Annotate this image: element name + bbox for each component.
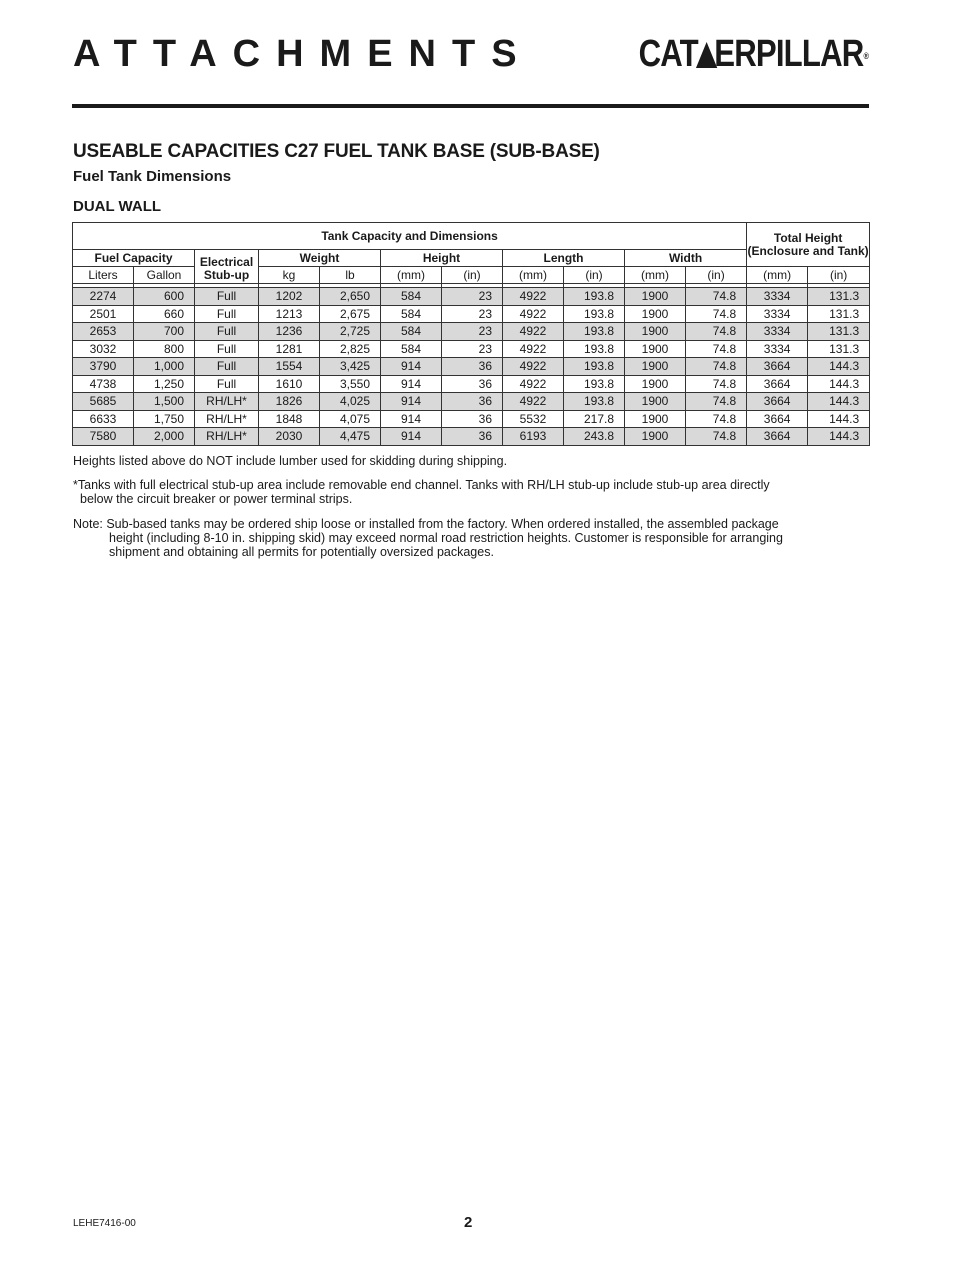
cell-kg: 1213	[259, 305, 320, 323]
cell-liters: 4738	[73, 375, 134, 393]
cell-liters: 3032	[73, 340, 134, 358]
cell-total-mm: 3664	[747, 375, 808, 393]
cell-height-in: 23	[442, 323, 503, 341]
cell-liters: 2653	[73, 323, 134, 341]
note-shipping-line-1: Note: Sub-based tanks may be ordered ship loose or installed from the factory. When ordered installed, the assembled package	[73, 517, 779, 531]
cell-width-in: 74.8	[686, 288, 747, 306]
cell-length-in: 193.8	[564, 305, 625, 323]
cell-width-mm: 1900	[625, 375, 686, 393]
cell-kg: 1826	[259, 393, 320, 411]
cell-height-mm: 914	[381, 375, 442, 393]
capacity-table	[72, 222, 870, 446]
cell-length-mm: 4922	[503, 323, 564, 341]
table-row	[73, 340, 870, 358]
unit-lb: lb	[320, 267, 381, 284]
cell-height-in: 36	[442, 393, 503, 411]
note-shipping	[73, 517, 863, 559]
cell-kg: 1610	[259, 375, 320, 393]
cell-length-mm: 4922	[503, 288, 564, 306]
cell-liters: 3790	[73, 358, 134, 376]
cell-height-in: 36	[442, 410, 503, 428]
cell-height-mm: 584	[381, 305, 442, 323]
cell-kg: 1202	[259, 288, 320, 306]
cell-length-mm: 4922	[503, 305, 564, 323]
weight-header: Weight	[259, 250, 381, 267]
cell-kg: 1554	[259, 358, 320, 376]
cell-width-in: 74.8	[686, 428, 747, 446]
cell-height-mm: 914	[381, 393, 442, 411]
cell-lb: 4,025	[320, 393, 381, 411]
cell-total-in: 144.3	[808, 393, 870, 411]
cell-height-mm: 914	[381, 358, 442, 376]
table-row	[73, 358, 870, 376]
cell-width-in: 74.8	[686, 393, 747, 411]
width-header: Width	[625, 250, 747, 267]
table-row	[73, 323, 870, 341]
cell-length-mm: 4922	[503, 393, 564, 411]
cell-height-mm: 584	[381, 340, 442, 358]
cell-width-in: 74.8	[686, 323, 747, 341]
total-height-header: Total Height (Enclosure and Tank)	[747, 223, 870, 267]
table-row	[73, 393, 870, 411]
cell-gallon: 1,750	[134, 410, 195, 428]
cell-gallon: 2,000	[134, 428, 195, 446]
page-header-title: ATTACHMENTS	[73, 33, 533, 75]
table-row	[73, 375, 870, 393]
cell-width-in: 74.8	[686, 358, 747, 376]
height-header: Height	[381, 250, 503, 267]
note-stub-up-line-1: *Tanks with full electrical stub-up area include removable end channel. Tanks with RH/LH stub-up include stub-up area directly	[73, 478, 770, 492]
cell-electrical: Full	[195, 340, 259, 358]
cell-total-mm: 3334	[747, 305, 808, 323]
cell-height-in: 36	[442, 358, 503, 376]
cell-electrical: Full	[195, 288, 259, 306]
cell-gallon: 1,250	[134, 375, 195, 393]
cell-total-mm: 3334	[747, 323, 808, 341]
cell-total-mm: 3334	[747, 288, 808, 306]
page-number: 2	[464, 1214, 473, 1231]
header-divider	[72, 104, 869, 108]
unit-width-mm: (mm)	[625, 267, 686, 284]
section-title: USEABLE CAPACITIES C27 FUEL TANK BASE (SUB-BASE)	[73, 141, 600, 162]
cell-width-in: 74.8	[686, 410, 747, 428]
unit-total-in: (in)	[808, 267, 870, 284]
cell-length-mm: 4922	[503, 340, 564, 358]
note-stub-up	[73, 478, 863, 506]
table-row	[73, 410, 870, 428]
cell-gallon: 1,500	[134, 393, 195, 411]
cell-gallon: 600	[134, 288, 195, 306]
cell-length-in: 193.8	[564, 375, 625, 393]
cell-length-mm: 6193	[503, 428, 564, 446]
cell-length-mm: 4922	[503, 358, 564, 376]
cell-lb: 4,075	[320, 410, 381, 428]
cell-liters: 2501	[73, 305, 134, 323]
length-header: Length	[503, 250, 625, 267]
group-header: Tank Capacity and Dimensions	[73, 223, 747, 250]
note-stub-up-line-2: below the circuit breaker or power terminal strips.	[80, 492, 353, 506]
cell-length-in: 243.8	[564, 428, 625, 446]
cell-total-in: 131.3	[808, 305, 870, 323]
cell-electrical: RH/LH*	[195, 410, 259, 428]
cell-total-mm: 3664	[747, 428, 808, 446]
table-caption: DUAL WALL	[73, 198, 162, 215]
cell-width-in: 74.8	[686, 305, 747, 323]
cell-height-mm: 584	[381, 323, 442, 341]
fuel-capacity-header: Fuel Capacity	[73, 250, 195, 267]
unit-height-in: (in)	[442, 267, 503, 284]
cell-total-mm: 3334	[747, 340, 808, 358]
cell-length-in: 193.8	[564, 358, 625, 376]
cell-height-in: 23	[442, 340, 503, 358]
cell-lb: 4,475	[320, 428, 381, 446]
logo-text-post: ERPILLAR	[714, 33, 864, 75]
cell-width-mm: 1900	[625, 428, 686, 446]
cell-width-in: 74.8	[686, 375, 747, 393]
cell-length-in: 193.8	[564, 340, 625, 358]
electrical-header: Electrical Stub-up	[195, 250, 259, 284]
cell-electrical: RH/LH*	[195, 393, 259, 411]
cell-electrical: RH/LH*	[195, 428, 259, 446]
cell-liters: 5685	[73, 393, 134, 411]
cell-kg: 1848	[259, 410, 320, 428]
cell-length-in: 193.8	[564, 288, 625, 306]
cell-total-mm: 3664	[747, 410, 808, 428]
cell-electrical: Full	[195, 305, 259, 323]
cell-width-mm: 1900	[625, 393, 686, 411]
cell-total-mm: 3664	[747, 358, 808, 376]
cell-length-mm: 4922	[503, 375, 564, 393]
unit-gallon: Gallon	[134, 267, 195, 284]
cell-height-in: 23	[442, 288, 503, 306]
table-body	[73, 284, 870, 446]
cell-lb: 2,650	[320, 288, 381, 306]
cell-gallon: 700	[134, 323, 195, 341]
unit-length-mm: (mm)	[503, 267, 564, 284]
unit-liters: Liters	[73, 267, 134, 284]
cell-width-mm: 1900	[625, 288, 686, 306]
table-row	[73, 288, 870, 306]
cell-electrical: Full	[195, 358, 259, 376]
unit-total-mm: (mm)	[747, 267, 808, 284]
page-header	[73, 30, 869, 76]
cell-length-in: 193.8	[564, 323, 625, 341]
document-number: LEHE7416-00	[73, 1218, 136, 1229]
unit-length-in: (in)	[564, 267, 625, 284]
cell-lb: 3,550	[320, 375, 381, 393]
cell-liters: 2274	[73, 288, 134, 306]
registered-mark: ®	[863, 51, 869, 61]
cell-total-in: 131.3	[808, 288, 870, 306]
cell-height-in: 36	[442, 375, 503, 393]
table-row	[73, 305, 870, 323]
cell-height-mm: 584	[381, 288, 442, 306]
cell-total-in: 144.3	[808, 358, 870, 376]
cell-kg: 1236	[259, 323, 320, 341]
cell-length-in: 217.8	[564, 410, 625, 428]
subsection-title: Fuel Tank Dimensions	[73, 168, 232, 185]
cell-liters: 7580	[73, 428, 134, 446]
cell-width-in: 74.8	[686, 340, 747, 358]
cell-electrical: Full	[195, 323, 259, 341]
cell-total-mm: 3664	[747, 393, 808, 411]
note-shipping-line-3: shipment and obtaining all permits for potentially oversized packages.	[109, 545, 494, 559]
cell-kg: 1281	[259, 340, 320, 358]
cell-width-mm: 1900	[625, 340, 686, 358]
cell-liters: 6633	[73, 410, 134, 428]
cell-total-in: 131.3	[808, 323, 870, 341]
cell-lb: 3,425	[320, 358, 381, 376]
table-row	[73, 428, 870, 446]
cell-length-mm: 5532	[503, 410, 564, 428]
cell-total-in: 144.3	[808, 410, 870, 428]
cell-width-mm: 1900	[625, 323, 686, 341]
note-shipping-line-2: height (including 8-10 in. shipping skid) may exceed normal road restriction heights. Customer is responsible for arranging	[109, 531, 783, 545]
cell-gallon: 800	[134, 340, 195, 358]
cell-gallon: 1,000	[134, 358, 195, 376]
cell-height-in: 23	[442, 305, 503, 323]
note-heights: Heights listed above do NOT include lumber used for skidding during shipping.	[73, 454, 508, 468]
cell-kg: 2030	[259, 428, 320, 446]
unit-kg: kg	[259, 267, 320, 284]
cell-width-mm: 1900	[625, 410, 686, 428]
cell-height-mm: 914	[381, 428, 442, 446]
cell-total-in: 144.3	[808, 375, 870, 393]
cell-height-mm: 914	[381, 410, 442, 428]
cell-width-mm: 1900	[625, 305, 686, 323]
cell-length-in: 193.8	[564, 393, 625, 411]
cell-lb: 2,725	[320, 323, 381, 341]
cell-lb: 2,675	[320, 305, 381, 323]
unit-height-mm: (mm)	[381, 267, 442, 284]
cell-total-in: 131.3	[808, 340, 870, 358]
unit-width-in: (in)	[686, 267, 747, 284]
cell-height-in: 36	[442, 428, 503, 446]
cell-width-mm: 1900	[625, 358, 686, 376]
cell-lb: 2,825	[320, 340, 381, 358]
logo-text-pre: CAT	[638, 33, 698, 75]
cell-electrical: Full	[195, 375, 259, 393]
cell-gallon: 660	[134, 305, 195, 323]
caterpillar-logo	[639, 34, 869, 74]
cell-total-in: 144.3	[808, 428, 870, 446]
